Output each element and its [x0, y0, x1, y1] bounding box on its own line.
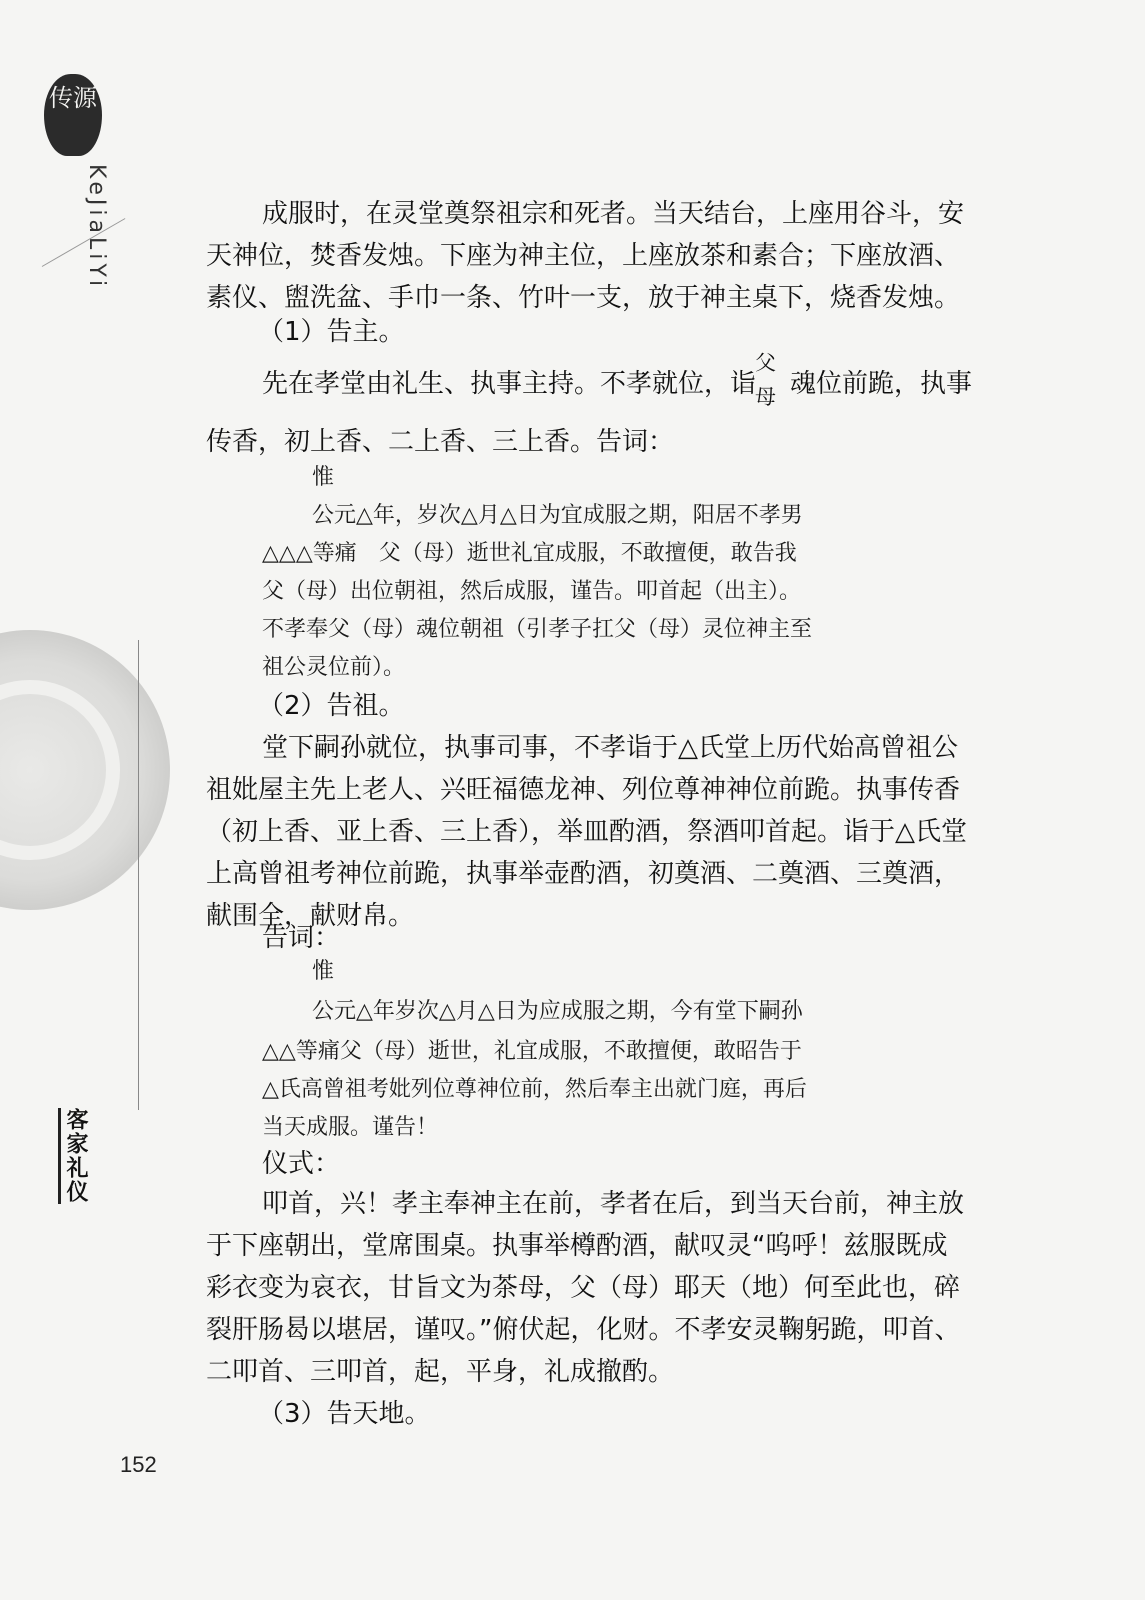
paragraph-line: 二叩首、三叩首，起，平身，礼成撤酌。 — [206, 1357, 675, 1387]
page-number: 152 — [120, 1452, 157, 1477]
paragraph-line: 叩首，兴！孝主奉神主在前，孝者在后，到当天台前，神主放 — [262, 1189, 965, 1219]
section-heading: （2）告祖。 — [258, 691, 405, 721]
paragraph-line: 裂肝肠曷以堪居，谨叹。”俯伏起，化财。不孝安灵鞠躬跪，叩首、 — [206, 1315, 961, 1345]
quote-line: 惟 — [312, 959, 335, 984]
quote-line: 父（母）出位朝祖，然后成服，谨告。叩首起（出主）。 — [262, 579, 802, 604]
seal-logo — [44, 74, 102, 156]
quote-line: 公元△年岁次△月△日为应成服之期，今有堂下嗣孙 — [312, 999, 803, 1024]
section-title: 客家礼仪 — [58, 1108, 91, 1204]
section-heading: （1）告主。 — [258, 317, 405, 347]
paragraph-line: 堂下嗣孙就位，执事司事，不孝诣于△氏堂上历代始高曾祖公 — [262, 733, 958, 763]
quote-line: 不孝奉父（母）魂位朝祖（引孝子扛父（母）灵位神主至 — [262, 617, 813, 642]
quote-line: △△等痛父（母）逝世，礼宜成服，不敢擅便，敢昭告于 — [262, 1039, 802, 1064]
paragraph-text: 先在孝堂由礼生、执事主持。不孝就位，诣 — [262, 369, 757, 399]
label-text: 告词： — [262, 923, 341, 953]
paragraph-line: 成服时，在灵堂奠祭祖宗和死者。当天结台，上座用谷斗，安 — [262, 199, 965, 229]
label-text: 仪式： — [262, 1149, 341, 1179]
quote-line: 惟 — [312, 465, 335, 490]
paragraph-line: 上高曾祖考神位前跪，执事举壶酌酒，初奠酒、二奠酒、三奠酒， — [206, 859, 961, 889]
paragraph-line — [262, 366, 972, 402]
paragraph-line: 传香，初上香、二上香、三上香。告词： — [206, 427, 675, 457]
stacked-mother: 母 — [755, 385, 776, 409]
vertical-brand: KeJiaLiYi — [84, 164, 109, 291]
quote-line: △△△等痛 父（母）逝世礼宜成服，不敢擅便，敢告我 — [262, 541, 797, 566]
seal-logo-text: 传源 — [49, 84, 97, 112]
paragraph-line: 祖妣屋主先上老人、兴旺福德龙神、列位尊神神位前跪。执事传香 — [206, 775, 961, 805]
margin-rule — [138, 640, 139, 1110]
quote-line: 当天成服。谨告！ — [262, 1115, 439, 1140]
quote-line: △氏高曾祖考妣列位尊神位前，然后奉主出就门庭，再后 — [262, 1077, 807, 1102]
paragraph-text: 魂位前跪，执事 — [790, 369, 973, 399]
quote-line: 公元△年，岁次△月△日为宜成服之期，阳居不孝男 — [312, 503, 803, 528]
section-heading: （3）告天地。 — [258, 1399, 431, 1429]
stacked-father: 父 — [755, 351, 776, 375]
quote-line: 祖公灵位前）。 — [262, 655, 406, 680]
paragraph-line: 于下座朝出，堂席围桌。执事举樽酌酒，献叹灵“呜呼！兹服既成 — [206, 1231, 948, 1261]
paragraph-line: （初上香、亚上香、三上香），举皿酌酒，祭酒叩首起。诣于△氏堂 — [206, 817, 967, 847]
paragraph-line: 献围全，献财帛。 — [206, 901, 415, 931]
paragraph-line: 天神位，焚香发烛。下座为神主位，上座放茶和素合；下座放酒、 — [206, 241, 961, 271]
paragraph-line: 彩衣变为哀衣，甘旨文为茶母，父（母）耶天（地）何至此也，碎 — [206, 1273, 961, 1303]
paragraph-line: 素仪、盥洗盆、手巾一条、竹叶一支，放于神主桌下，烧香发烛。 — [206, 283, 961, 313]
